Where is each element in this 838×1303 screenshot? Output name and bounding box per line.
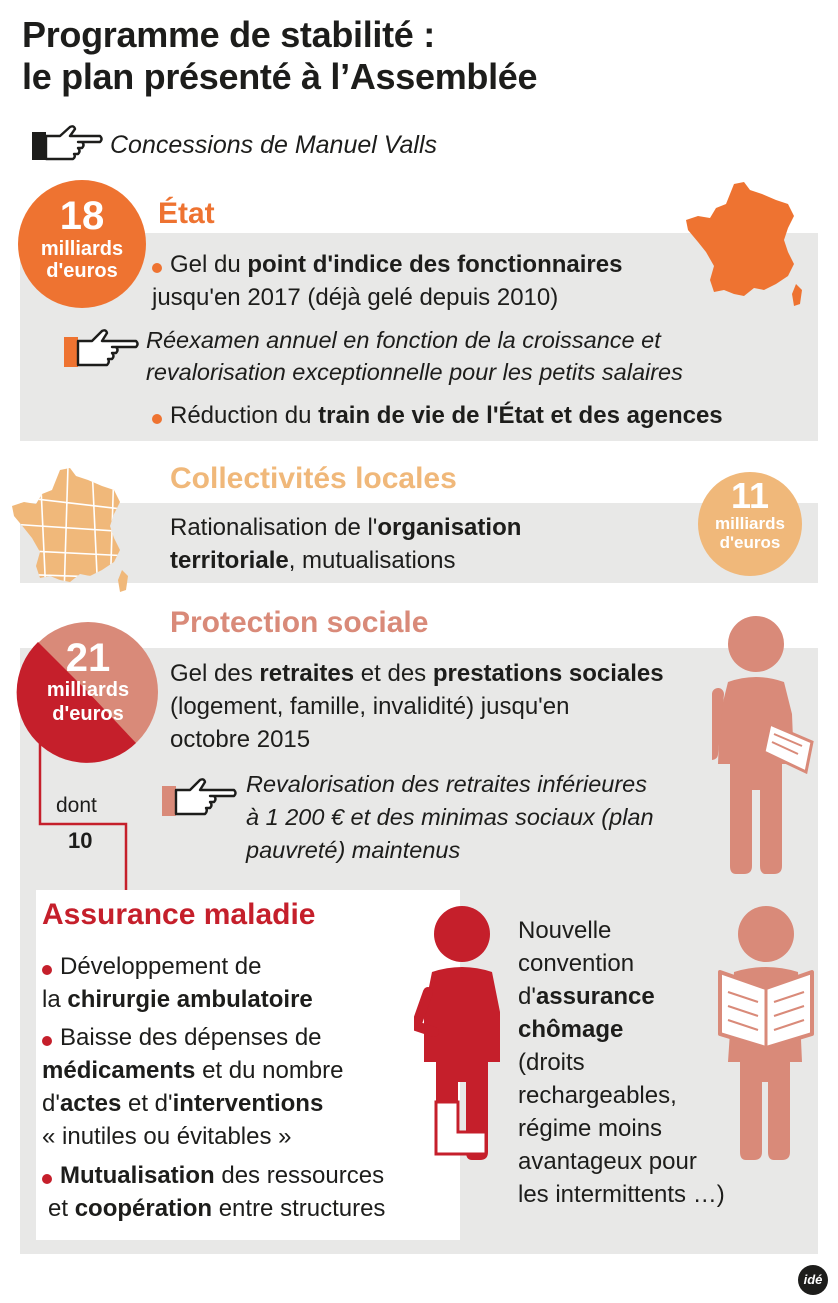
assurance-b2-mid2: et d' bbox=[121, 1090, 173, 1117]
protection-text-mid: et des bbox=[354, 660, 433, 687]
chomage-line-4 bbox=[518, 1013, 623, 1046]
etat-concession-line-1: Réexamen annuel en fonction de la croissance et bbox=[146, 327, 661, 353]
assurance-bullet-3-line-2 bbox=[48, 1192, 385, 1225]
chomage-line-6: rechargeables, bbox=[518, 1082, 677, 1109]
dont-value: 10 bbox=[68, 828, 93, 853]
assurance-bullet-3-line-1 bbox=[42, 1159, 384, 1192]
dont-label: dont bbox=[56, 794, 97, 817]
collectivites-text-line-2 bbox=[170, 544, 455, 577]
protection-text-bold-2: prestations sociales bbox=[432, 660, 664, 687]
assurance-b2-post1: et du nombre bbox=[195, 1057, 344, 1084]
title-line-2: le plan présenté à l’Assemblée bbox=[22, 56, 538, 97]
chomage-line-9: les intermittents …) bbox=[518, 1181, 725, 1208]
injured-person-icon bbox=[414, 902, 510, 1164]
etat-bullet-1-bold: point d'indice des fonctionnaires bbox=[247, 251, 623, 278]
chomage-line-7: régime moins bbox=[518, 1115, 663, 1142]
protection-title: Protection sociale bbox=[170, 606, 429, 639]
protection-concession-line-1: Revalorisation des retraites inférieures bbox=[246, 771, 647, 797]
etat-amount-unit-1: milliards bbox=[40, 238, 124, 260]
collectivites-title: Collectivités locales bbox=[170, 462, 457, 495]
assurance-b3-post2: entre structures bbox=[212, 1195, 386, 1222]
protection-text-bold-1: retraites bbox=[259, 660, 355, 687]
protection-concession-line-2: à 1 200 € et des minimas sociaux (plan bbox=[246, 804, 654, 830]
chomage-line-8: avantageux pour bbox=[518, 1148, 697, 1175]
assurance-b3-bold1: Mutualisation bbox=[60, 1162, 215, 1189]
collectivites-amount-unit-1: milliards bbox=[715, 514, 785, 533]
pointing-hand-icon bbox=[30, 124, 104, 166]
bullet-dot bbox=[42, 965, 52, 975]
protection-text-pre: Gel des bbox=[170, 660, 260, 687]
assurance-b1-line1: Développement de bbox=[60, 953, 262, 980]
etat-bullet-1-pre: Gel du bbox=[170, 251, 248, 278]
etat-amount-unit-2: d'euros bbox=[46, 260, 118, 282]
chomage-bold4: chômage bbox=[518, 1016, 624, 1043]
assurance-b2-pre2: d' bbox=[42, 1090, 60, 1117]
collectivites-text-bold-2: territoriale bbox=[170, 547, 289, 574]
france-map-icon bbox=[684, 180, 806, 310]
bullet-dot bbox=[152, 263, 162, 273]
assurance-bullet-2-line-2 bbox=[42, 1054, 344, 1087]
etat-bullet-2-bold: train de vie de l'État et des agences bbox=[318, 402, 723, 429]
france-regions-map-icon bbox=[10, 466, 132, 596]
chomage-line-3 bbox=[518, 980, 655, 1013]
collectivites-text-line-1 bbox=[170, 511, 521, 544]
protection-text-line-3: octobre 2015 bbox=[170, 726, 311, 753]
collectivites-text-post: , mutualisations bbox=[288, 547, 456, 574]
chomage-line-1: Nouvelle bbox=[518, 917, 612, 944]
etat-amount: 18 bbox=[59, 194, 105, 238]
page-title bbox=[22, 14, 537, 98]
protection-text-line-2: (logement, famille, invalidité) jusqu'en bbox=[170, 693, 570, 720]
reading-person-icon bbox=[714, 902, 818, 1164]
chomage-pre3: d' bbox=[518, 983, 536, 1010]
chomage-line-2: convention bbox=[518, 950, 635, 977]
legend-text: Concessions de Manuel Valls bbox=[110, 131, 438, 159]
assurance-b1-pre: la bbox=[42, 986, 68, 1013]
etat-amount-circle bbox=[18, 180, 146, 308]
assurance-bullet-2-line-1 bbox=[42, 1021, 322, 1054]
assurance-title: Assurance maladie bbox=[42, 898, 316, 931]
bullet-dot bbox=[42, 1036, 52, 1046]
collectivites-amount-unit-2: d'euros bbox=[719, 533, 781, 552]
protection-amount-unit-2: d'euros bbox=[52, 703, 124, 725]
collectivites-amount: 11 bbox=[730, 475, 770, 516]
assurance-bullet-1-line-1 bbox=[42, 950, 261, 983]
bullet-dot bbox=[152, 414, 162, 424]
chomage-bold3: assurance bbox=[535, 983, 655, 1010]
assurance-b3-bold2: coopération bbox=[74, 1195, 213, 1222]
etat-concession-line-2: revalorisation exceptionnelle pour les petits salaires bbox=[146, 359, 683, 385]
etat-bullet-1-line-2: jusqu'en 2017 (déjà gelé depuis 2010) bbox=[152, 284, 559, 311]
protection-amount-unit-1: milliards bbox=[46, 679, 130, 701]
etat-bullet-2-pre: Réduction du bbox=[170, 402, 319, 429]
assurance-bullet-2-line-4: « inutiles ou évitables » bbox=[42, 1123, 292, 1150]
assurance-b3-post1: des ressources bbox=[214, 1162, 385, 1189]
assurance-bullet-1-line-2 bbox=[42, 983, 313, 1016]
protection-amount: 21 bbox=[65, 636, 111, 680]
collectivites-text-pre: Rationalisation de l' bbox=[170, 514, 378, 541]
assurance-b2-bold2: actes bbox=[59, 1090, 122, 1117]
etat-bullet-1 bbox=[152, 248, 622, 281]
concession-hand-icon bbox=[62, 327, 142, 373]
concession-hand-icon bbox=[160, 776, 240, 822]
assurance-b2-line1: Baisse des dépenses de bbox=[60, 1024, 322, 1051]
bullet-dot bbox=[42, 1174, 52, 1184]
collectivites-amount-circle bbox=[698, 472, 802, 576]
protection-concession-line-3: pauvreté) maintenus bbox=[246, 837, 461, 863]
assurance-b3-pre2: et bbox=[48, 1195, 75, 1222]
assurance-b2-bold3: interventions bbox=[172, 1090, 324, 1117]
assurance-b2-bold1: médicaments bbox=[42, 1057, 196, 1084]
etat-title: État bbox=[158, 197, 215, 230]
etat-bullet-2 bbox=[152, 399, 723, 432]
assurance-b1-bold: chirurgie ambulatoire bbox=[67, 986, 313, 1013]
protection-text-line-1 bbox=[170, 657, 664, 690]
collectivites-text-bold-1: organisation bbox=[377, 514, 522, 541]
title-line-1: Programme de stabilité : bbox=[22, 14, 435, 55]
ide-logo: idé bbox=[798, 1265, 828, 1295]
assurance-bullet-2-line-3 bbox=[42, 1087, 323, 1120]
elderly-person-icon bbox=[712, 614, 822, 878]
chomage-line-5: (droits bbox=[518, 1049, 585, 1076]
